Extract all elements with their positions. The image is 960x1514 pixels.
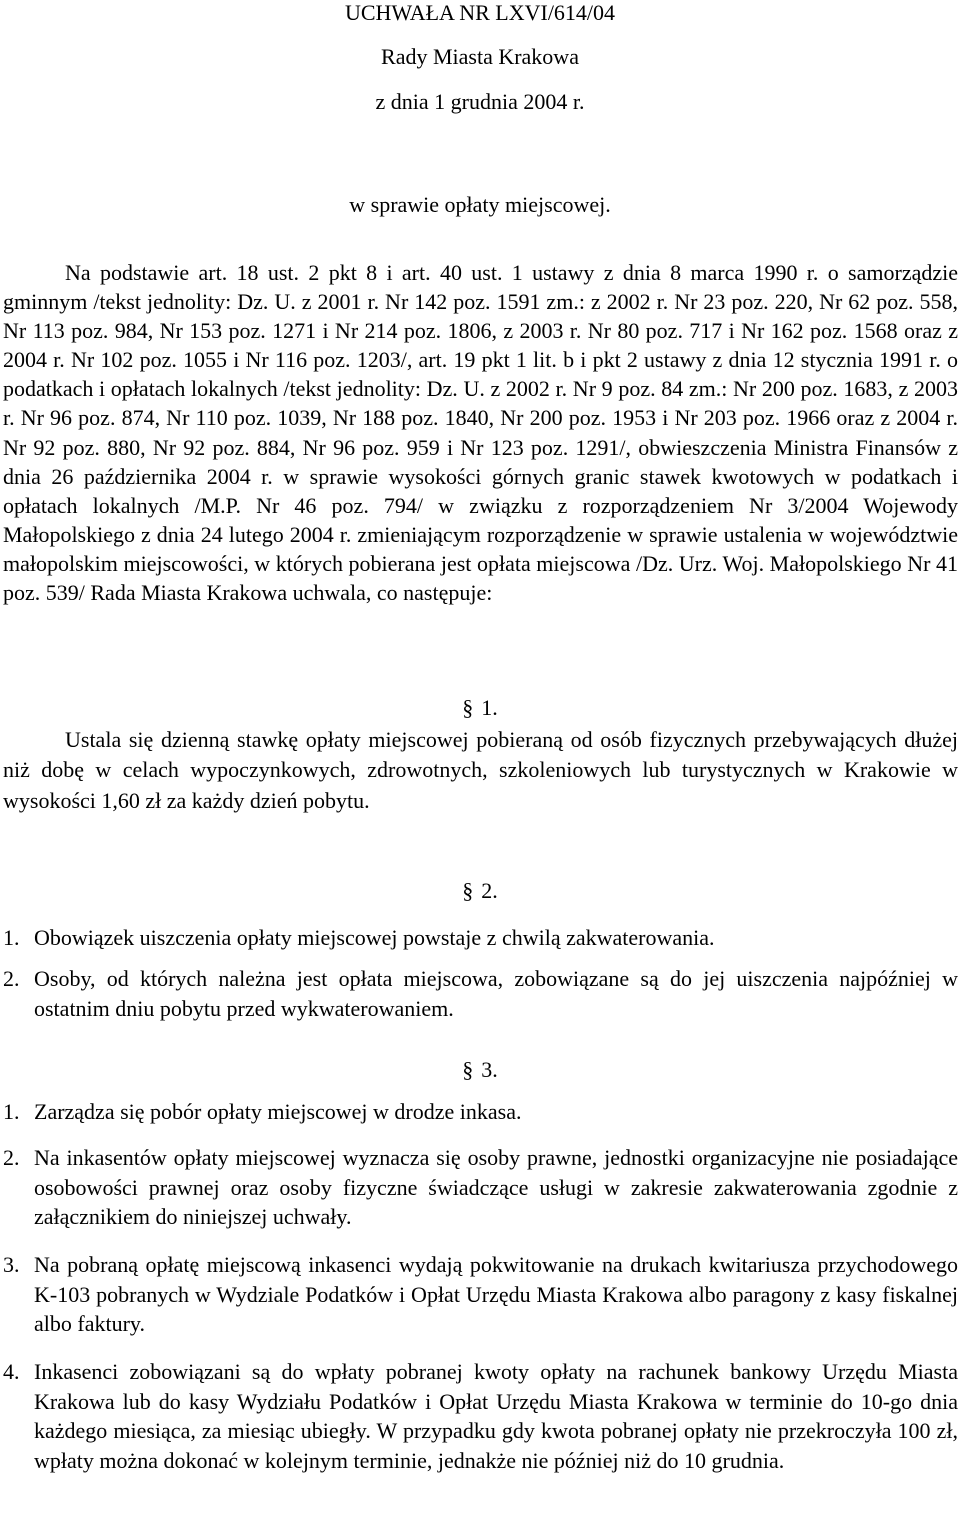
- section-2-heading: [0, 880, 960, 902]
- section-2-item-1: [3, 923, 958, 953]
- item-number: 1.: [3, 1099, 20, 1124]
- item-text: Na pobraną opłatę miejscową inkasenci wydają pokwitowanie na drukach kwitariusza przychodowego K-103 pobranych w Wydziale Podatków i Opłat Urzędu Miasta Krakowa albo paragony z kasy fiskalnej albo faktury.: [34, 1252, 958, 1336]
- item-text: Obowiązek uiszczenia opłaty miejscowej powstaje z chwilą zakwaterowania.: [34, 925, 715, 950]
- item-number: 2.: [3, 966, 20, 991]
- resolution-issuer: Rady Miasta Krakowa: [381, 44, 579, 69]
- item-number: 3.: [3, 1252, 20, 1277]
- section-1-paragraph: Ustala się dzienną stawkę opłaty miejscowej pobieraną od osób fizycznych przebywających dłużej niż dobę w celach wypoczynkowych, zdrowotnych, szkoleniowych lub turystycznych w Krakowie w wysokości 1,60 zł za każdy dzień pobytu.: [3, 727, 958, 813]
- section-number: 2.: [481, 878, 498, 903]
- section-symbol: §: [462, 695, 474, 720]
- section-3-item-3: [3, 1250, 958, 1339]
- section-3-heading: [0, 1059, 960, 1081]
- section-3-item-2: [3, 1143, 958, 1232]
- item-text: Zarządza się pobór opłaty miejscowej w drodze inkasa.: [34, 1099, 522, 1124]
- section-number: 1.: [481, 695, 498, 720]
- item-number: 2.: [3, 1145, 20, 1170]
- section-number: 3.: [481, 1057, 498, 1082]
- section-3-item-1: [3, 1097, 958, 1127]
- item-text: Osoby, od których należna jest opłata miejscowa, zobowiązane są do jej uiszczenia najpóźniej w ostatnim dniu pobytu przed wykwaterowaniem.: [34, 966, 958, 1021]
- item-text: Inkasenci zobowiązani są do wpłaty pobranej kwoty opłaty na rachunek bankowy Urzędu Miasta Krakowa lub do kasy Wydziału Podatków i Opłat Urzędu Miasta Krakowa w terminie do 10-go dnia każdego miesiąca, za miesiąc ubiegły. W przypadku gdy kwota pobranej opłaty nie przekroczyła 100 zł, wpłaty można dokonać w kolejnym terminie, jednakże nie później niż do 10 grudnia.: [34, 1359, 958, 1473]
- section-symbol: §: [462, 1057, 474, 1082]
- resolution-date: z dnia 1 grudnia 2004 r.: [375, 89, 585, 114]
- section-symbol: §: [462, 878, 474, 903]
- section-2-item-2: [3, 964, 958, 1023]
- item-number: 1.: [3, 925, 20, 950]
- section-1-heading: [0, 697, 960, 719]
- section-3-item-4: [3, 1357, 958, 1475]
- resolution-title: UCHWAŁA NR LXVI/614/04: [344, 0, 616, 25]
- preamble-paragraph: Na podstawie art. 18 ust. 2 pkt 8 i art. 40 ust. 1 ustawy z dnia 8 marca 1990 r. o samorządzie gminnym /tekst jednolity: Dz. U. z 2001 r. Nr 142 poz. 1591 zm.: z 2002 r. Nr 23 poz. 220, Nr 62 poz. 558, Nr 113 poz. 984, Nr 153 poz. 1271 i Nr 214 poz. 1806, z 2003 r. Nr 80 poz. 717 i Nr 162 poz. 1568 oraz z 2004 r. Nr 102 poz. 1055 i Nr 116 poz. 1203/, art. 19 pkt 1 lit. b i pkt 2 ustawy z dnia 12 stycznia 1991 r. o podatkach i opłatach lokalnych /tekst jednolity: Dz. U. z 2002 r. Nr 9 poz. 84 zm.: Nr 200 poz. 1683, z 2003 r. Nr 96 poz. 874, Nr 110 poz. 1039, Nr 188 poz. 1840, Nr 200 poz. 1953 i Nr 203 poz. 1966 oraz z 2004 r. Nr 92 poz. 880, Nr 92 poz. 884, Nr 96 poz. 959 i Nr 123 poz. 1291/, obwieszczenia Ministra Finansów z dnia 26 października 2004 r. w sprawie wysokości górnych granic stawek kwotowych w podatkach i opłatach lokalnych /M.P. Nr 46 poz. 794/ w związku z rozporządzeniem Nr 3/2004 Wojewody Małopolskiego z dnia 24 lutego 2004 r. zmieniającym rozporządzenie w sprawie ustalenia w województwie małopolskim miejscowości, w których pobierana jest opłata miejscowa /Dz. Urz. Woj. Małopolskiego Nr 41 poz. 539/ Rada Miasta Krakowa uchwala, co następuje:: [3, 260, 958, 606]
- item-number: 4.: [3, 1359, 20, 1384]
- resolution-subject: w sprawie opłaty miejscowej.: [349, 192, 611, 217]
- item-text: Na inkasentów opłaty miejscowej wyznacza się osoby prawne, jednostki organizacyjne nie posiadające osobowości prawnej oraz osoby fizyczne świadczące usługi w zakresie zakwaterowania zgodnie z załącznikiem do niniejszej uchwały.: [34, 1145, 958, 1229]
